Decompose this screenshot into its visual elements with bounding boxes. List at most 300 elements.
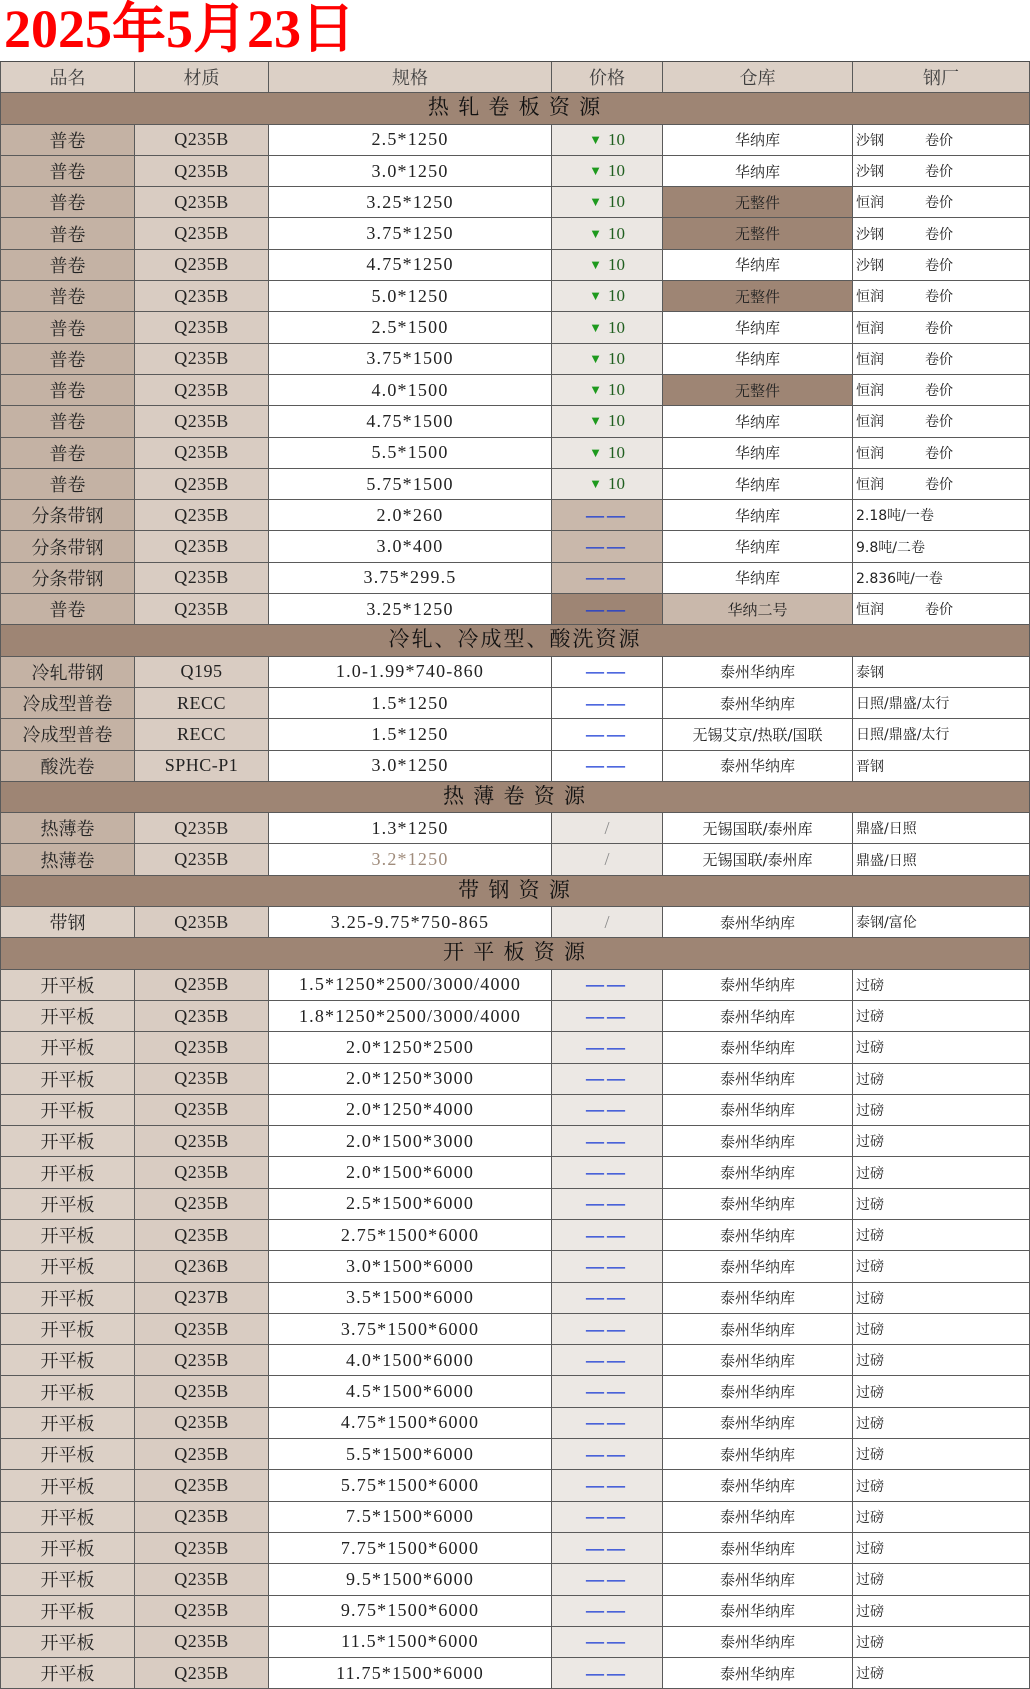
spec: 9.5*1500*6000 xyxy=(269,1564,552,1595)
table-row xyxy=(0,1032,1030,1063)
grade: Q236B xyxy=(135,1251,269,1282)
mill xyxy=(853,375,1030,406)
table-row xyxy=(0,1596,1030,1627)
mill xyxy=(853,1251,1030,1282)
grade: Q235B xyxy=(135,1220,269,1251)
product-name: 开平板 xyxy=(0,970,135,1001)
product-name: 开平板 xyxy=(0,1502,135,1533)
grade: SPHC-P1 xyxy=(135,751,269,782)
warehouse: 泰州华纳库 xyxy=(663,1439,853,1470)
mill xyxy=(853,344,1030,375)
product-name: 热薄卷 xyxy=(0,813,135,844)
mill-name: 恒润 xyxy=(856,351,884,368)
table-row xyxy=(0,344,1030,375)
grade: Q235B xyxy=(135,531,269,562)
price xyxy=(552,751,663,782)
column-header: 材质 xyxy=(135,62,269,93)
warehouse: 泰州华纳库 xyxy=(663,751,853,782)
price xyxy=(552,970,663,1001)
mill-name: 过磅 xyxy=(856,1322,884,1339)
mill xyxy=(853,751,1030,782)
price xyxy=(552,438,663,469)
mill-note: 卷价 xyxy=(925,320,953,337)
grade: Q235B xyxy=(135,1596,269,1627)
warehouse: 华纳库 xyxy=(663,438,853,469)
grade: Q235B xyxy=(135,1470,269,1501)
warehouse: 泰州华纳库 xyxy=(663,1627,853,1658)
mill xyxy=(853,1596,1030,1627)
spec: 5.75*1500*6000 xyxy=(269,1470,552,1501)
table-row xyxy=(0,469,1030,500)
grade: Q235B xyxy=(135,469,269,500)
spec: 7.5*1500*6000 xyxy=(269,1502,552,1533)
spec: 4.0*1500*6000 xyxy=(269,1345,552,1376)
table-row xyxy=(0,281,1030,312)
price-symbol: —— xyxy=(586,1318,628,1339)
mill-name: 鼎盛/日照 xyxy=(856,821,917,838)
table-row xyxy=(0,531,1030,562)
column-header: 规格 xyxy=(269,62,552,93)
spec: 1.5*1250 xyxy=(269,688,552,719)
price xyxy=(552,1533,663,1564)
warehouse: 华纳库 xyxy=(663,500,853,531)
mill-name: 过磅 xyxy=(856,1071,884,1088)
mill xyxy=(853,907,1030,938)
spec: 3.75*1250 xyxy=(269,218,552,249)
price xyxy=(552,1470,663,1501)
product-name: 开平板 xyxy=(0,1126,135,1157)
table-row xyxy=(0,657,1030,688)
spec: 1.5*1250*2500/3000/4000 xyxy=(269,970,552,1001)
warehouse: 华纳库 xyxy=(663,344,853,375)
price xyxy=(552,1658,663,1689)
warehouse: 泰州华纳库 xyxy=(663,1001,853,1032)
mill xyxy=(853,1408,1030,1439)
product-name: 开平板 xyxy=(0,1376,135,1407)
table-row xyxy=(0,719,1030,750)
spec: 3.75*1500*6000 xyxy=(269,1314,552,1345)
mill-name: 沙钢 xyxy=(856,226,884,243)
grade: Q235B xyxy=(135,218,269,249)
price xyxy=(552,907,663,938)
price-down-arrow-icon: ▼ xyxy=(589,444,602,460)
grade: Q235B xyxy=(135,970,269,1001)
mill-note: 卷价 xyxy=(925,477,953,493)
grade: Q235B xyxy=(135,1533,269,1564)
mill xyxy=(853,1533,1030,1564)
price xyxy=(552,688,663,719)
mill-name: 过磅 xyxy=(856,1134,884,1151)
mill xyxy=(853,1220,1030,1251)
mill-name: 过磅 xyxy=(856,1634,884,1651)
warehouse: 泰州华纳库 xyxy=(663,1658,853,1689)
price xyxy=(552,1408,663,1439)
table-row xyxy=(0,688,1030,719)
table-row xyxy=(0,1376,1030,1407)
price xyxy=(552,844,663,875)
table-row xyxy=(0,907,1030,938)
product-name: 普卷 xyxy=(0,375,135,406)
price xyxy=(552,1314,663,1345)
table-row xyxy=(0,218,1030,249)
price-symbol: —— xyxy=(586,1568,628,1589)
spec: 11.5*1500*6000 xyxy=(269,1627,552,1658)
grade: Q235B xyxy=(135,156,269,187)
grade: Q235B xyxy=(135,406,269,437)
price-symbol: / xyxy=(604,817,610,838)
warehouse: 无整件 xyxy=(663,187,853,218)
table-row xyxy=(0,1189,1030,1220)
grade: Q235B xyxy=(135,344,269,375)
warehouse: 无整件 xyxy=(663,281,853,312)
table-row xyxy=(0,312,1030,343)
grade: Q235B xyxy=(135,281,269,312)
product-name: 分条带钢 xyxy=(0,531,135,562)
column-header: 品名 xyxy=(0,62,135,93)
table-row xyxy=(0,156,1030,187)
price-symbol: —— xyxy=(586,1130,628,1151)
warehouse: 泰州华纳库 xyxy=(663,1095,853,1126)
mill xyxy=(853,1627,1030,1658)
warehouse: 泰州华纳库 xyxy=(663,970,853,1001)
price-change: 10 xyxy=(607,223,625,243)
product-name: 开平板 xyxy=(0,1627,135,1658)
table-row xyxy=(0,1095,1030,1126)
table-row xyxy=(0,1439,1030,1470)
product-name: 开平板 xyxy=(0,1220,135,1251)
section-header: 热 轧 卷 板 资 源 xyxy=(0,93,1030,124)
mill xyxy=(853,1564,1030,1595)
mill-name: 过磅 xyxy=(856,1165,884,1182)
warehouse: 无锡艾京/热联/国联 xyxy=(663,719,853,750)
spec: 2.0*260 xyxy=(269,500,552,531)
grade: Q235B xyxy=(135,813,269,844)
price xyxy=(552,218,663,249)
grade: Q235B xyxy=(135,250,269,281)
table-row xyxy=(0,1157,1030,1188)
grade: Q235B xyxy=(135,907,269,938)
grade: Q235B xyxy=(135,1502,269,1533)
mill-note: 卷价 xyxy=(925,226,953,243)
spec: 4.75*1500*6000 xyxy=(269,1408,552,1439)
mill xyxy=(853,125,1030,156)
product-name: 开平板 xyxy=(0,1314,135,1345)
mill-note: 卷价 xyxy=(925,257,953,274)
product-name: 开平板 xyxy=(0,1564,135,1595)
price xyxy=(552,1001,663,1032)
spec: 1.0-1.99*740-860 xyxy=(269,657,552,688)
product-name: 普卷 xyxy=(0,187,135,218)
mill xyxy=(853,1345,1030,1376)
table-row xyxy=(0,125,1030,156)
spec: 11.75*1500*6000 xyxy=(269,1658,552,1689)
price-symbol: —— xyxy=(586,1443,628,1464)
spec: 3.0*1250 xyxy=(269,751,552,782)
mill xyxy=(853,657,1030,688)
mill-name: 过磅 xyxy=(856,1228,884,1245)
table-row xyxy=(0,1126,1030,1157)
table-row xyxy=(0,813,1030,844)
spec: 3.0*1500*6000 xyxy=(269,1251,552,1282)
price-change: 10 xyxy=(607,254,625,274)
section-header: 冷轧、冷成型、酸洗资源 xyxy=(0,625,1030,656)
warehouse: 泰州华纳库 xyxy=(663,1376,853,1407)
price xyxy=(552,500,663,531)
warehouse: 华纳库 xyxy=(663,125,853,156)
price-change: 10 xyxy=(607,380,625,400)
mill-name: 过磅 xyxy=(856,1009,884,1026)
grade: Q235B xyxy=(135,500,269,531)
price xyxy=(552,375,663,406)
section-header: 带 钢 资 源 xyxy=(0,876,1030,907)
warehouse: 华纳二号 xyxy=(663,594,853,625)
price-symbol: —— xyxy=(586,1068,628,1089)
mill xyxy=(853,1502,1030,1533)
price xyxy=(552,1189,663,1220)
price-down-arrow-icon: ▼ xyxy=(589,194,602,210)
mill xyxy=(853,531,1030,562)
table-row xyxy=(0,1533,1030,1564)
table-row xyxy=(0,1251,1030,1282)
product-name: 分条带钢 xyxy=(0,563,135,594)
mill-name: 过磅 xyxy=(856,1353,884,1370)
price-change: 10 xyxy=(607,442,625,462)
warehouse: 泰州华纳库 xyxy=(663,1283,853,1314)
product-name: 开平板 xyxy=(0,1032,135,1063)
mill-note: 卷价 xyxy=(925,351,953,368)
warehouse: 无锡国联/泰州库 xyxy=(663,813,853,844)
price-symbol: —— xyxy=(586,1662,628,1683)
price xyxy=(552,1251,663,1282)
spec: 7.75*1500*6000 xyxy=(269,1533,552,1564)
table-row xyxy=(0,1001,1030,1032)
mill xyxy=(853,1126,1030,1157)
spec: 2.0*1250*2500 xyxy=(269,1032,552,1063)
mill-name: 过磅 xyxy=(856,1102,884,1119)
spec: 2.5*1500 xyxy=(269,312,552,343)
mill-name: 过磅 xyxy=(856,1541,884,1558)
product-name: 冷成型普卷 xyxy=(0,688,135,719)
mill-name: 泰钢 xyxy=(856,664,884,681)
spec: 3.5*1500*6000 xyxy=(269,1283,552,1314)
price-change: 10 xyxy=(607,474,625,493)
grade: Q235B xyxy=(135,1345,269,1376)
mill xyxy=(853,719,1030,750)
table-row xyxy=(0,844,1030,875)
price-symbol: —— xyxy=(586,1631,628,1652)
mill-name: 过磅 xyxy=(856,1415,884,1432)
price xyxy=(552,1126,663,1157)
mill xyxy=(853,970,1030,1001)
price-down-arrow-icon: ▼ xyxy=(589,225,602,241)
table-row xyxy=(0,250,1030,281)
column-header: 仓库 xyxy=(663,62,853,93)
product-name: 普卷 xyxy=(0,250,135,281)
warehouse: 华纳库 xyxy=(663,250,853,281)
price xyxy=(552,187,663,218)
price xyxy=(552,469,663,500)
warehouse: 无锡国联/泰州库 xyxy=(663,844,853,875)
price xyxy=(552,1596,663,1627)
mill-note: 卷价 xyxy=(925,164,953,181)
price-down-arrow-icon: ▼ xyxy=(589,288,602,304)
mill xyxy=(853,688,1030,719)
mill-note: 卷价 xyxy=(925,414,953,431)
spec: 1.5*1250 xyxy=(269,719,552,750)
price xyxy=(552,719,663,750)
mill-name: 过磅 xyxy=(856,1509,884,1526)
table-row xyxy=(0,1314,1030,1345)
grade: Q235B xyxy=(135,1001,269,1032)
price-symbol: —— xyxy=(586,1506,628,1527)
spec: 3.75*1500 xyxy=(269,344,552,375)
section-header: 热 薄 卷 资 源 xyxy=(0,782,1030,813)
grade: Q235B xyxy=(135,1658,269,1689)
price-symbol: —— xyxy=(586,1381,628,1402)
table-row xyxy=(0,594,1030,625)
mill xyxy=(853,250,1030,281)
price-symbol: —— xyxy=(586,1036,628,1057)
product-name: 开平板 xyxy=(0,1064,135,1095)
mill-name: 恒润 xyxy=(856,477,884,493)
mill-name: 恒润 xyxy=(856,445,884,462)
mill xyxy=(853,594,1030,625)
price-symbol: / xyxy=(604,849,610,870)
price-symbol: —— xyxy=(586,1412,628,1433)
price-symbol: —— xyxy=(586,1537,628,1558)
mill xyxy=(853,1064,1030,1095)
mill-name: 过磅 xyxy=(856,1290,884,1307)
price-symbol: —— xyxy=(586,692,628,713)
warehouse: 泰州华纳库 xyxy=(663,1470,853,1501)
product-name: 普卷 xyxy=(0,469,135,500)
price xyxy=(552,1376,663,1407)
grade: Q235B xyxy=(135,1376,269,1407)
price xyxy=(552,1095,663,1126)
grade: Q235B xyxy=(135,1564,269,1595)
spec: 3.25*1250 xyxy=(269,594,552,625)
mill-name: 过磅 xyxy=(856,1572,884,1589)
price xyxy=(552,531,663,562)
price-symbol: —— xyxy=(586,1193,628,1214)
product-name: 开平板 xyxy=(0,1658,135,1689)
mill xyxy=(853,1439,1030,1470)
spec: 9.75*1500*6000 xyxy=(269,1596,552,1627)
mill xyxy=(853,1470,1030,1501)
product-name: 开平板 xyxy=(0,1408,135,1439)
spec: 4.75*1250 xyxy=(269,250,552,281)
price xyxy=(552,250,663,281)
mill-name: 泰钢/富伦 xyxy=(856,915,917,932)
price xyxy=(552,1439,663,1470)
table-row xyxy=(0,500,1030,531)
table-row xyxy=(0,375,1030,406)
grade: Q235B xyxy=(135,1157,269,1188)
price-symbol: —— xyxy=(586,1255,628,1276)
mill-name: 过磅 xyxy=(856,1666,884,1683)
grade: Q235B xyxy=(135,125,269,156)
price-change: 10 xyxy=(607,286,625,306)
warehouse: 泰州华纳库 xyxy=(663,1533,853,1564)
price-down-arrow-icon: ▼ xyxy=(589,131,602,147)
spec: 1.8*1250*2500/3000/4000 xyxy=(269,1001,552,1032)
section-header: 开 平 板 资 源 xyxy=(0,938,1030,969)
price-change: 10 xyxy=(607,161,625,181)
grade: Q235B xyxy=(135,1314,269,1345)
price-symbol: —— xyxy=(586,1224,628,1245)
price xyxy=(552,1345,663,1376)
mill-name: 9.8吨/二卷 xyxy=(856,539,925,556)
mill-name: 过磅 xyxy=(856,1384,884,1401)
warehouse: 泰州华纳库 xyxy=(663,1189,853,1220)
product-name: 开平板 xyxy=(0,1157,135,1188)
price-symbol: —— xyxy=(586,1600,628,1621)
spec: 5.5*1500 xyxy=(269,438,552,469)
product-name: 普卷 xyxy=(0,594,135,625)
price xyxy=(552,563,663,594)
table-row xyxy=(0,563,1030,594)
product-name: 普卷 xyxy=(0,281,135,312)
mill-name: 恒润 xyxy=(856,195,884,212)
price-change: 10 xyxy=(607,129,625,149)
grade: Q195 xyxy=(135,657,269,688)
grade: Q235B xyxy=(135,1032,269,1063)
warehouse: 无整件 xyxy=(663,218,853,249)
mill xyxy=(853,1376,1030,1407)
price-symbol: —— xyxy=(586,1099,628,1120)
price-symbol: —— xyxy=(586,1349,628,1370)
price-down-arrow-icon: ▼ xyxy=(589,382,602,398)
spec: 2.5*1500*6000 xyxy=(269,1189,552,1220)
mill-note: 卷价 xyxy=(925,602,953,619)
mill-name: 晋钢 xyxy=(856,758,884,775)
mill-name: 2.836吨/一卷 xyxy=(856,570,943,587)
price-change: 10 xyxy=(607,411,625,431)
page-title: 2025年5月23日 xyxy=(4,0,355,59)
spec: 1.3*1250 xyxy=(269,813,552,844)
product-name: 普卷 xyxy=(0,125,135,156)
warehouse: 泰州华纳库 xyxy=(663,1220,853,1251)
mill xyxy=(853,563,1030,594)
grade: Q235B xyxy=(135,1064,269,1095)
mill-name: 恒润 xyxy=(856,289,884,306)
price-symbol: —— xyxy=(586,974,628,995)
table-row xyxy=(0,1564,1030,1595)
warehouse: 泰州华纳库 xyxy=(663,1314,853,1345)
mill-name: 恒润 xyxy=(856,320,884,337)
mill xyxy=(853,218,1030,249)
price xyxy=(552,813,663,844)
spec: 4.75*1500 xyxy=(269,406,552,437)
warehouse: 泰州华纳库 xyxy=(663,657,853,688)
spec: 2.5*1250 xyxy=(269,125,552,156)
price-symbol: —— xyxy=(586,723,628,744)
price-down-arrow-icon: ▼ xyxy=(589,256,602,272)
mill-name: 沙钢 xyxy=(856,164,884,181)
price xyxy=(552,156,663,187)
mill xyxy=(853,1658,1030,1689)
price xyxy=(552,344,663,375)
mill-name: 过磅 xyxy=(856,1447,884,1464)
grade: Q235B xyxy=(135,187,269,218)
product-name: 普卷 xyxy=(0,438,135,469)
warehouse: 泰州华纳库 xyxy=(663,1032,853,1063)
price-change: 10 xyxy=(607,192,625,212)
mill-name: 过磅 xyxy=(856,1259,884,1276)
spec: 3.25*1250 xyxy=(269,187,552,218)
table-row xyxy=(0,1408,1030,1439)
warehouse: 泰州华纳库 xyxy=(663,1502,853,1533)
